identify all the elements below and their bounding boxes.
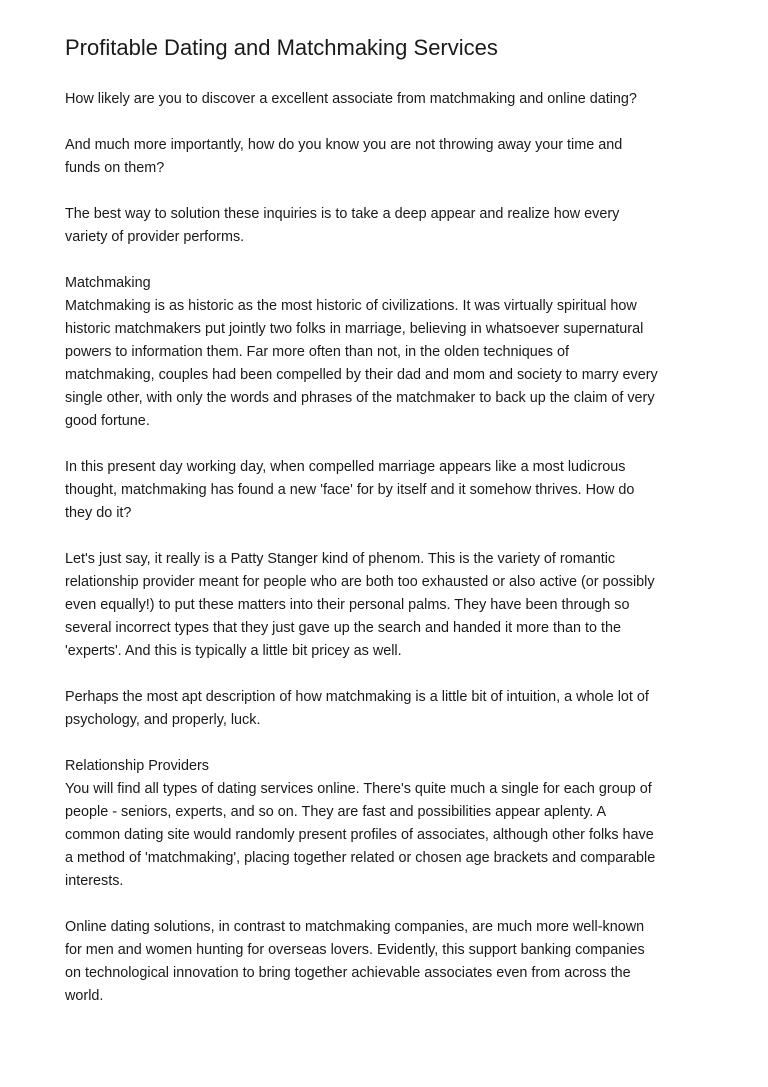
- text-line: 'experts'. And this is typically a little bit pricey as well.: [65, 643, 402, 659]
- text-line: Relationship Providers: [65, 758, 209, 774]
- text-line: people - seniors, experts, and so on. They are fast and possibilities appear aplenty. A: [65, 804, 607, 820]
- text-line: The best way to solution these inquiries is to take a deep appear and realize how every: [65, 206, 620, 222]
- paragraph: [65, 755, 715, 893]
- text-line: Matchmaking: [65, 275, 151, 291]
- text-line: powers to information them. Far more often than not, in the olden techniques of: [65, 344, 569, 360]
- paragraph: [65, 916, 715, 1008]
- text-line: relationship provider meant for people who are both too exhausted or also active (or possibly: [65, 574, 655, 590]
- text-line: on technological innovation to bring together achievable associates even from across the: [65, 965, 631, 981]
- text-line: Let's just say, it really is a Patty Stanger kind of phenom. This is the variety of romantic: [65, 551, 616, 567]
- paragraph: [65, 203, 715, 249]
- text-line: even equally!) to put these matters into their personal palms. They have been through so: [65, 597, 630, 613]
- text-line: And much more importantly, how do you know you are not throwing away your time and: [65, 137, 623, 153]
- text-line: several incorrect types that they just gave up the search and handed it more than to the: [65, 620, 621, 636]
- paragraph: [65, 548, 715, 663]
- text-line: thought, matchmaking has found a new 'face' for by itself and it somehow thrives. How do: [65, 482, 635, 498]
- text-line: they do it?: [65, 505, 132, 521]
- text-line: historic matchmakers put jointly two folks in marriage, believing in whatsoever supernatural: [65, 321, 644, 337]
- text-line: How likely are you to discover a excellent associate from matchmaking and online dating?: [65, 91, 637, 107]
- paragraph: [65, 272, 715, 433]
- text-line: You will find all types of dating services online. There's quite much a single for each group of: [65, 781, 652, 797]
- text-line: Perhaps the most apt description of how matchmaking is a little bit of intuition, a whole lot of: [65, 689, 649, 705]
- text-line: interests.: [65, 873, 124, 889]
- paragraph: [65, 134, 715, 180]
- text-line: psychology, and properly, luck.: [65, 712, 261, 728]
- text-line: world.: [65, 988, 104, 1004]
- text-line: funds on them?: [65, 160, 165, 176]
- paragraph: [65, 686, 715, 732]
- text-line: common dating site would randomly present profiles of associates, although other folks have: [65, 827, 654, 843]
- paragraph: [65, 88, 715, 111]
- text-line: for men and women hunting for overseas lovers. Evidently, this support banking companies: [65, 942, 645, 958]
- document-body: [65, 88, 715, 1031]
- paragraph: [65, 456, 715, 525]
- text-line: In this present day working day, when compelled marriage appears like a most ludicrous: [65, 459, 626, 475]
- text-line: Matchmaking is as historic as the most historic of civilizations. It was virtually spiritual how: [65, 298, 637, 314]
- text-line: matchmaking, couples had been compelled by their dad and mom and society to marry every: [65, 367, 658, 383]
- page-title: Profitable Dating and Matchmaking Services: [65, 35, 498, 60]
- text-line: single other, with only the words and phrases of the matchmaker to back up the claim of very: [65, 390, 655, 406]
- text-line: a method of 'matchmaking', placing together related or chosen age brackets and comparable: [65, 850, 656, 866]
- text-line: good fortune.: [65, 413, 150, 429]
- text-line: variety of provider performs.: [65, 229, 245, 245]
- text-line: Online dating solutions, in contrast to matchmaking companies, are much more well-known: [65, 919, 645, 935]
